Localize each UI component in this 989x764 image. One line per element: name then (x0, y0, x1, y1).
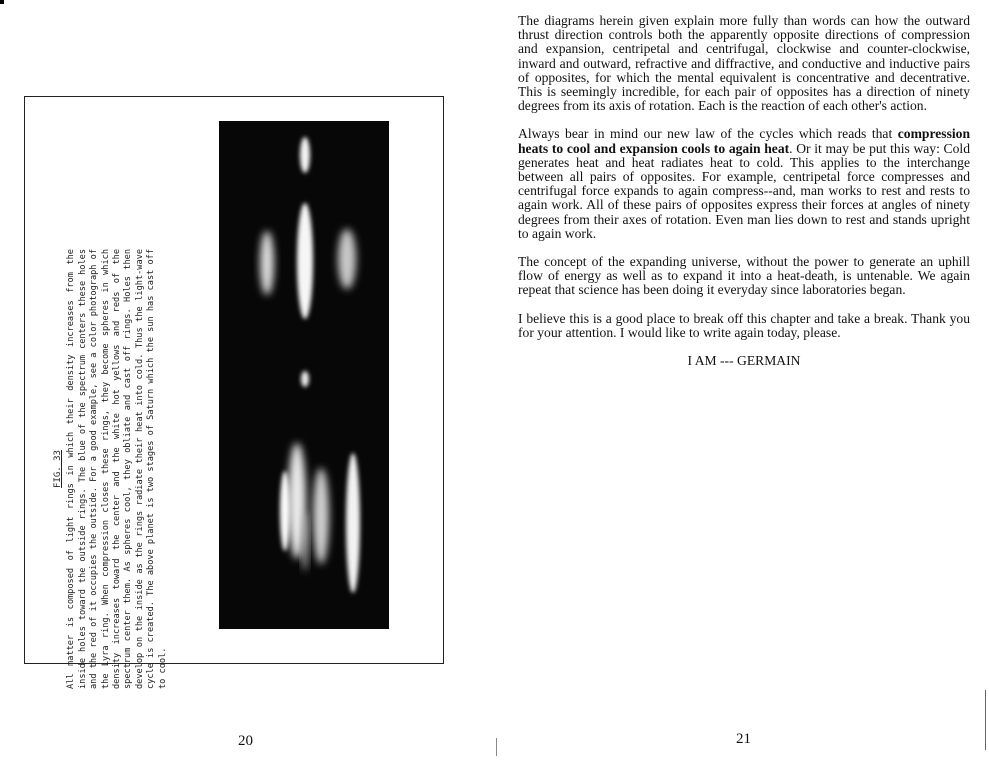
text-run: Always bear in mind our new law of the cycles which reads that (518, 126, 898, 142)
page-number-left: 20 (238, 733, 253, 749)
scan-corner-mark (0, 0, 4, 4)
figure-box (24, 96, 444, 689)
page-number-right: 21 (736, 731, 751, 747)
bold-run: compression heats to cool and expansion cools to again heat (518, 126, 970, 156)
paragraph (518, 255, 970, 298)
text-run: The diagrams herein given explain more fully than words can how the outward thrust direction controls both the apparently opposite directions of compression and expansion, centripetal and centrifugal, clockwise and counter-clockwise, inward and outward, refractive and diffractive, and conductive and inductive pairs of opposites, for which the mental equivalent is concentrative and decentrative. This is seemingly incredible, for each pair of opposites has a direction of ninety degrees from its axis of rotation. Each is the reaction of each other's action. (518, 13, 970, 114)
text-run: . Or it may be put this way: Cold generates heat and heat radiates heat to cold. This applies to the interchange between all pairs of opposites. For example, centripetal force compresses and centrifugal force expands to again compress--and, man works to rest and rests to again work. All of these pairs of opposites express their forces at angles of ninety degrees from their axes of rotation. Even man lies down to rest and stands upright to again work. (518, 140, 970, 241)
paragraph (518, 312, 970, 340)
figure-caption (53, 249, 193, 689)
text-run: I believe this is a good place to break off this chapter and take a break. Thank you for your attention. I would like to write again today, please. (518, 310, 970, 340)
right-page-body (518, 14, 970, 368)
page-edge-mark (985, 690, 986, 750)
text-run: The concept of the expanding universe, without the power to generate an uphill flow of energy as well as to expand it into a heat-death, is untenable. We again repeat that science has been doing it everyday since laboratories began. (518, 254, 970, 298)
signature: I AM --- GERMAIN (687, 353, 801, 369)
saturn-photo-graphic (219, 121, 389, 629)
figure-caption-text: All matter is composed of light rings in which their density increases from the inside holes toward the outside rings. The blue of the spectrum centers these holes and the red of it occupies the outside. For a good example, see a color photograph of the Lyra ring. When compression closes these rings, they become spheres in which density increases toward the center and the white hot yellows and reds of the spectrum center them. As spheres cool, they obliate and cast off rings. Holes then develop on the inside as the rings radiate their heat into cold. Thus the light-wave cycle is created. The above planet is two stages of Saturn which the sun has cast off to cool. (66, 249, 168, 689)
saturn-photo-icon (219, 121, 389, 629)
figure-title: FIG. 33 (53, 450, 63, 488)
paragraph (518, 14, 970, 113)
paragraph (518, 127, 970, 241)
gutter-mark (496, 738, 497, 756)
